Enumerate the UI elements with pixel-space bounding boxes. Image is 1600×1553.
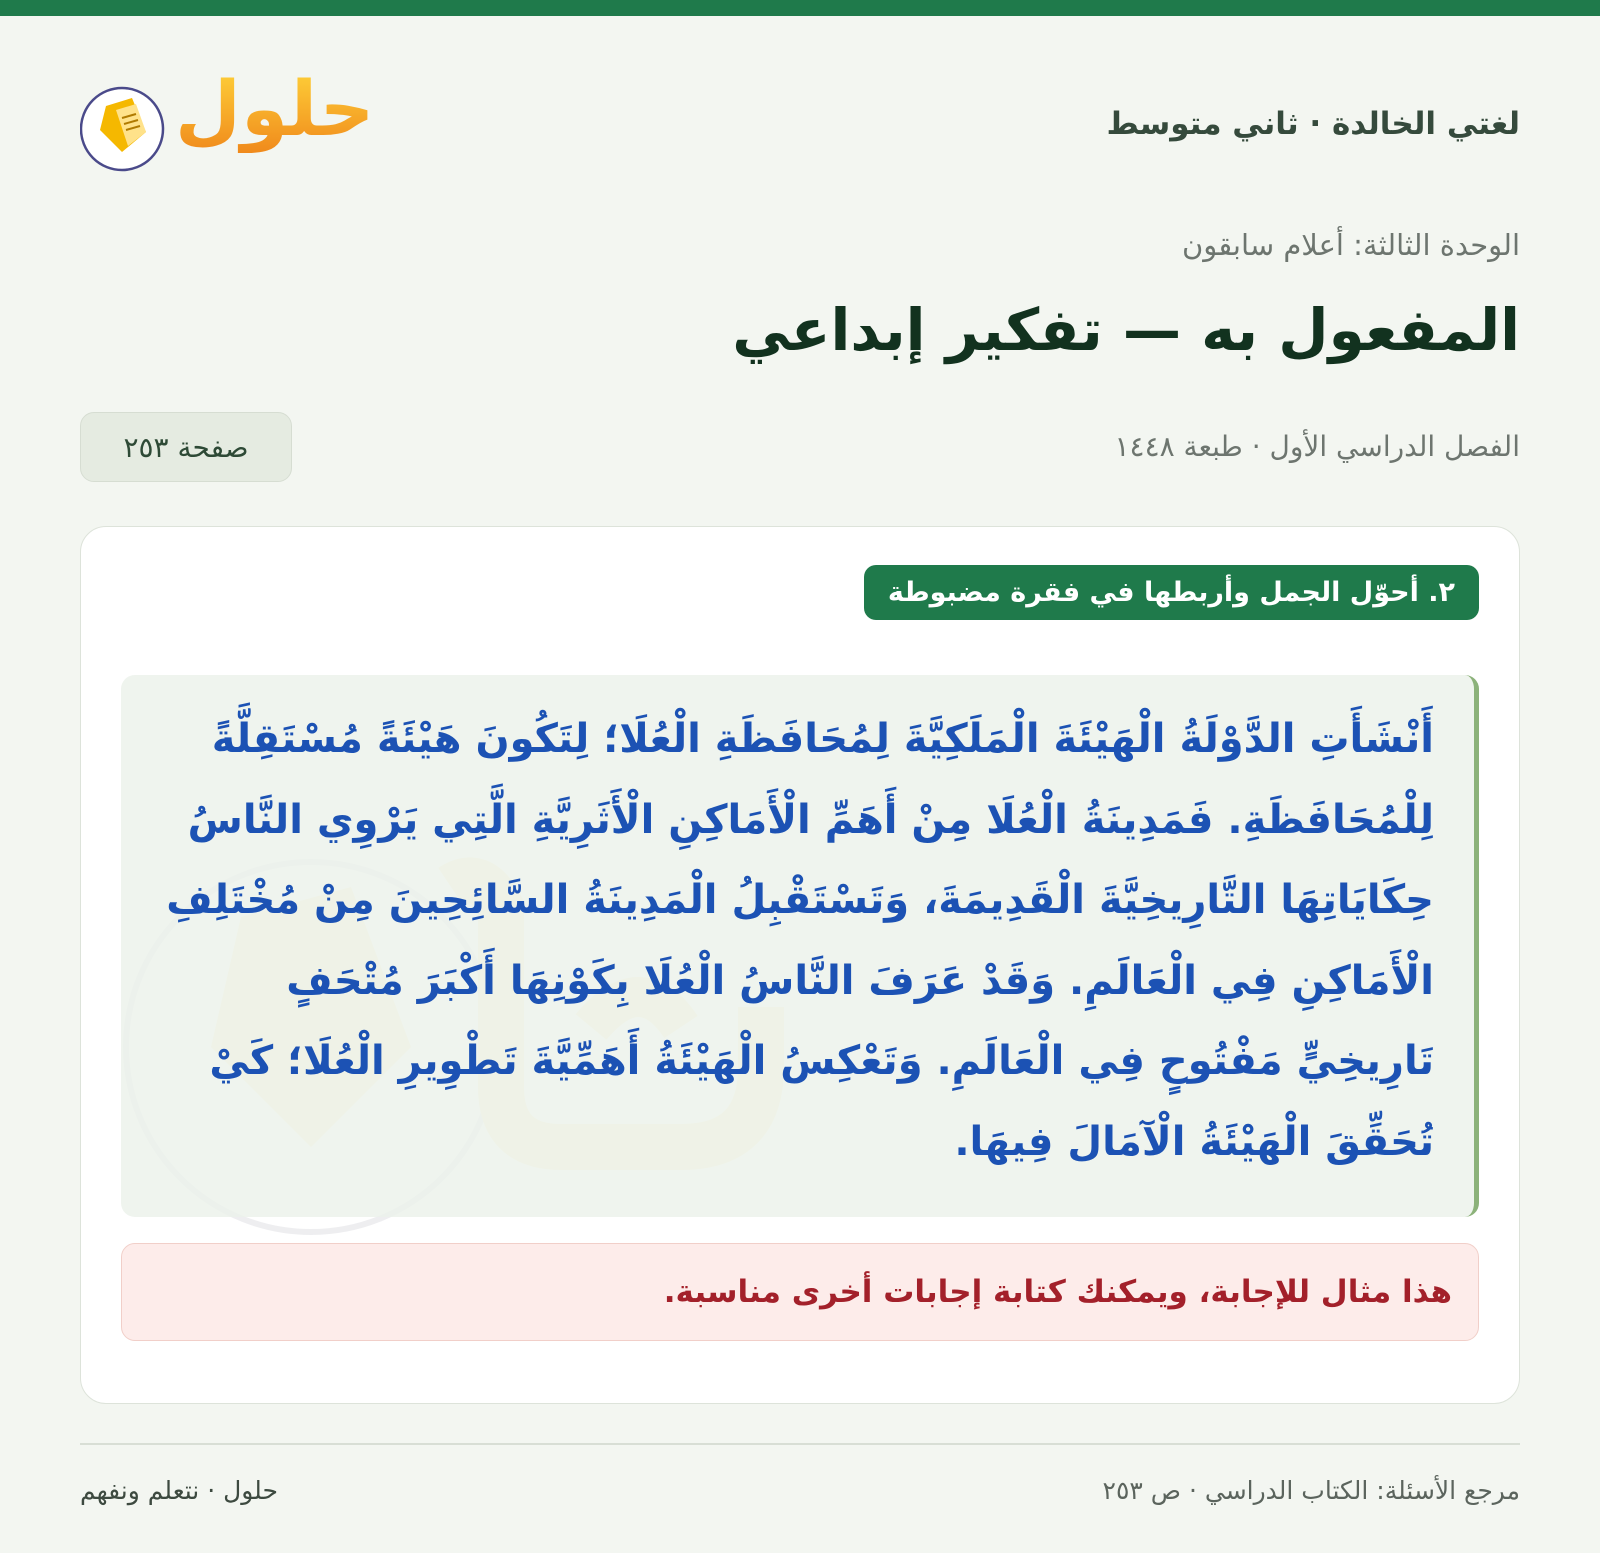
meta-row	[80, 412, 1520, 482]
logo-text: حلول	[175, 64, 375, 153]
top-accent-bar	[0, 0, 1600, 16]
answer-note	[121, 1243, 1479, 1341]
footer-brand[interactable]: حلول · نتعلم ونفهم	[80, 1476, 278, 1505]
page-number-badge: صفحة ٢٥٣	[80, 412, 292, 482]
question-card	[80, 526, 1520, 1404]
answer-paragraph: أَنْشَأَتِ الدَّوْلَةُ الْهَيْئَةَ الْمَلَكِيَّةَ لِمُحَافَظَةِ الْعُلَا؛ لِتَكُونَ هَيْئَةً مُسْتَقِلَّةً لِلْمُحَافَظَةِ. فَمَدِينَةُ الْعُلَا مِنْ أَهَمِّ الْأَمَاكِنِ الْأَثَرِيَّةِ الَّتِي يَرْوِي النَّاسُ حِكَايَاتِهَا التَّارِيخِيَّةَ الْقَدِيمَةَ، وَتَسْتَقْبِلُ الْمَدِينَةُ السَّائِحِينَ مِنْ مُخْتَلِفِ الْأَمَاكِنِ فِي الْعَالَمِ. وَقَدْ عَرَفَ النَّاسُ الْعُلَا بِكَوْنِهَا أَكْبَرَ مُتْحَفٍ تَارِيخِيٍّ مَفْتُوحٍ فِي الْعَالَمِ. وَتَعْكِسُ الْهَيْئَةُ أَهَمِّيَّةَ تَطْوِيرِ الْعُلَا؛ كَيْ تُحَقِّقَ الْهَيْئَةُ الْآمَالَ فِيهَا.	[166, 716, 1434, 1165]
header	[80, 64, 1520, 180]
note-text: هذا مثال للإجابة، ويمكنك كتابة إجابات أخرى مناسبة.	[663, 1274, 1452, 1310]
footer-divider	[80, 1443, 1520, 1445]
book-title: لغتي الخالدة · ثاني متوسط	[1106, 106, 1520, 142]
hulul-logo[interactable]	[80, 64, 375, 180]
semester-edition: الفصل الدراسي الأول · طبعة ١٤٤٨	[1114, 430, 1520, 463]
page-title: المفعول به — تفكير إبداعي	[732, 296, 1520, 364]
footer-reference: مرجع الأسئلة: الكتاب الدراسي · ص ٢٥٣	[1102, 1476, 1520, 1505]
question-label: ٢. أحوّل الجمل وأربطها في فقرة مضبوطة	[864, 565, 1479, 620]
unit-label: الوحدة الثالثة: أعلام سابقون	[1181, 228, 1520, 262]
answer-box	[121, 675, 1479, 1217]
